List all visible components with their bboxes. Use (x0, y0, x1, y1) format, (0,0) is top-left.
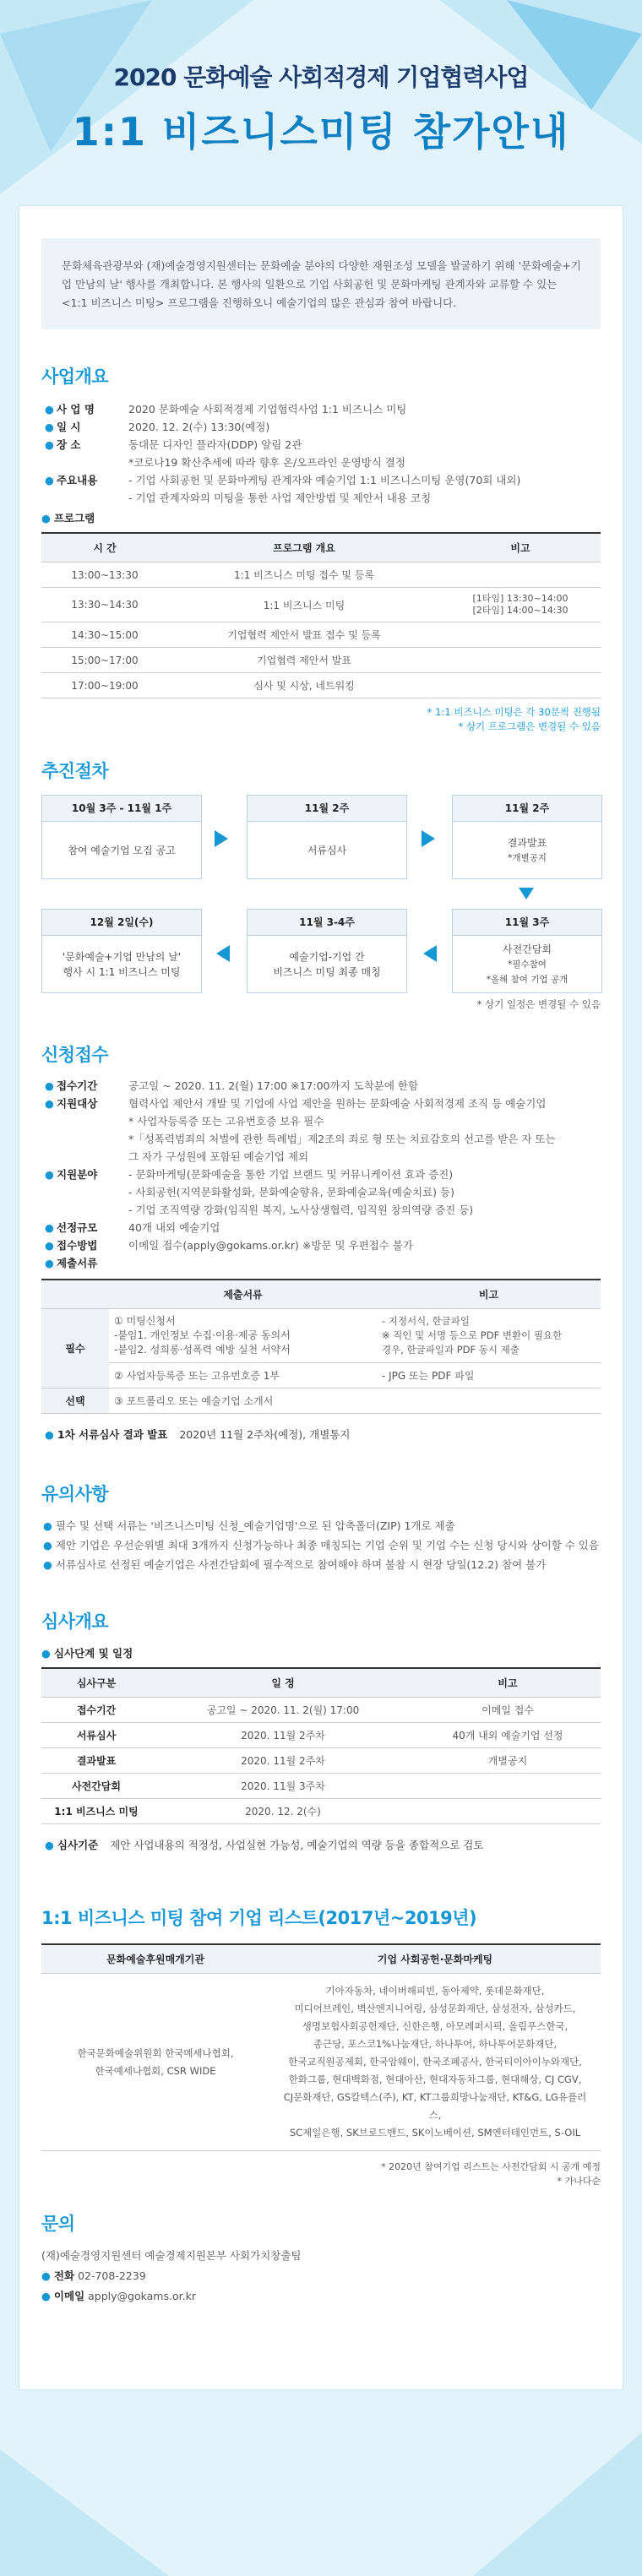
overview-row (45, 454, 601, 471)
docs-optional-label: 선택 (41, 1389, 109, 1414)
program-row (41, 673, 601, 698)
companies-table (41, 1943, 601, 2151)
companies-right-line: 종근당, 포스코1%나눔재단, 하나투어, 하나투어문화재단, (313, 2038, 558, 2050)
caution-item-text: 필수 및 선택 서류는 '비즈니스미팅 신청_예술기업명'으로 된 압축폴더(ZIP) 1개로 제출 (55, 1519, 455, 1532)
docs-required-1-note-line: - 지정서식, 한글파일 (382, 1315, 470, 1327)
overview-list (41, 400, 601, 507)
section-title-overview: 사업개요 (41, 367, 109, 387)
apply-key: 접수방법 (57, 1239, 98, 1252)
process-step-line: 사전간담회 (503, 943, 552, 955)
contact-email: ● 이메일 apply@gokams.or.kr (41, 2290, 196, 2302)
companies-col-left: 문화예술후원매개기관 (41, 1944, 269, 1974)
header-title: 1:1 비즈니스미팅 참가안내 (72, 109, 570, 155)
documents-table (41, 1279, 601, 1414)
overview-value: 2020 문화예술 사회적경제 기업협력사업 1:1 비즈니스 미팅 (128, 403, 407, 416)
process-step-6-body (41, 936, 202, 993)
apply-row (45, 1183, 601, 1201)
apply-key (57, 1148, 128, 1166)
apply-result-value: 2020년 11월 2주차(예정), 개별통지 (179, 1428, 351, 1441)
companies-col-right: 기업 사회공헌·문화마케팅 (269, 1944, 601, 1974)
overview-note (41, 705, 601, 734)
contact-email-label: 이메일 (53, 2290, 85, 2302)
overview-key: 주요내용 (57, 474, 98, 486)
overview-bullet-icon: ● (45, 403, 54, 416)
review-cell: 이메일 접수 (415, 1698, 601, 1723)
apply-value: 협력사업 제안서 개발 및 기업에 사업 제안을 원하는 문화예술 사회적경제 조직 등 예술기업 (128, 1097, 547, 1110)
review-sub-text: 심사단계 및 일정 (53, 1647, 133, 1660)
apply-key (57, 1112, 128, 1130)
arrow-right-icon (215, 830, 228, 847)
caution-item: ● 서류심사로 선정된 예술기업은 사전간담회에 필수적으로 참여해야 하며 불참 시 현장 당일(12.2) 참여 불가 (43, 1558, 547, 1571)
overview-key (57, 489, 128, 507)
apply-bullet-icon (45, 1148, 53, 1166)
review-cell: 2020. 12. 2(수) (151, 1799, 415, 1824)
process-step-line: *필수참여 (508, 959, 547, 970)
program-cell: 1:1 비즈니스 미팅 접수 및 등록 (168, 562, 440, 588)
companies-right-line: 한국교직원공제회, 한국암웨이, 한국조폐공사, 한국티이아이누와재단, (288, 2056, 582, 2068)
apply-value: - 문화마케팅(문화예술을 통한 기업 브랜드 및 커뮤니케이션 효과 증진) (128, 1168, 454, 1181)
program-col-time: 시 간 (41, 533, 168, 562)
companies-right-line: 미디어브레인, 벽산엔지니어링, 삼성문화재단, 삼성전자, 삼성카드, (294, 2003, 576, 2014)
overview-key: 일 시 (57, 421, 81, 433)
contact-info (41, 2246, 601, 2307)
process-step-line: '문화예술+기업 만남의 날' (62, 950, 182, 963)
process-step-2 (247, 795, 407, 879)
docs-required-1-note-line: ※ 직인 및 서명 등으로 PDF 변환이 필요한 (382, 1329, 563, 1341)
apply-bullet-icon: ● (45, 1168, 54, 1181)
apply-row (45, 1236, 601, 1254)
caution-list (41, 1516, 601, 1574)
review-cell: 개별공지 (415, 1748, 601, 1774)
arrow-left-icon (423, 945, 437, 962)
apply-value: 40개 내외 예술기업 (128, 1221, 220, 1234)
review-cell: 결과발표 (41, 1748, 151, 1774)
apply-row (45, 1112, 601, 1130)
overview-bullet-icon (45, 489, 53, 507)
companies-notes (41, 2160, 601, 2188)
review-sub-label: ● 심사단계 및 일정 (41, 1647, 133, 1660)
process-step-line: 비즈니스 미팅 최종 매칭 (273, 965, 381, 978)
apply-row (45, 1254, 601, 1272)
apply-row (45, 1219, 601, 1236)
docs-col-docs: 제출서류 (109, 1280, 377, 1309)
docs-col-note: 비고 (377, 1280, 601, 1309)
process-step-2-body (247, 822, 407, 879)
review-row (41, 1698, 601, 1723)
process-step-line: *올해 참여 기업 공개 (486, 974, 569, 985)
companies-right-line: SC제일은행, SK브로드밴드, SK이노베이션, SM엔터테인먼트, S-OIL (289, 2127, 581, 2139)
process-note: * 상기 일정은 변경될 수 있음 (476, 998, 601, 1010)
review-cell: 2020. 11월 2주차 (151, 1723, 415, 1748)
program-cell: 13:00~13:30 (41, 562, 168, 588)
apply-row (45, 1095, 601, 1112)
apply-list (41, 1077, 601, 1272)
contact-org: (재)예술경영지원센터 예술경제지원본부 사회가치창출팀 (41, 2249, 302, 2262)
companies-right-line: 한화그룹, 현대백화점, 현대아산, 현대자동차그룹, 현대해상, CJ CGV, (288, 2073, 582, 2085)
process-step-line: 예술기업-기업 간 (289, 950, 365, 963)
review-criteria-value: 제안 사업내용의 적정성, 사업실현 가능성, 예술기업의 역량 등을 종합적으로 검토 (110, 1839, 484, 1851)
overview-bullet-icon (45, 454, 53, 471)
program-cell: 14:30~15:00 (41, 622, 168, 648)
apply-key: 지원분야 (57, 1168, 98, 1181)
overview-row (45, 471, 601, 489)
apply-bullet-icon: ● (45, 1257, 54, 1269)
overview-value: - 기업 관계자와의 미팅을 통한 사업 제안방법 및 제안서 내용 코칭 (128, 492, 432, 504)
overview-note-2: * 상기 프로그램은 변경될 수 있음 (458, 720, 601, 732)
caution-item-text: 제안 기업은 우선순위별 최대 3개까지 신청가능하나 최종 매칭되는 기업 순위 및 기업 수는 신청 당시와 상이할 수 있음 (55, 1539, 599, 1552)
program-cell: 15:00~17:00 (41, 648, 168, 673)
contact-phone: ● 전화 02-708-2239 (41, 2269, 146, 2282)
process-step-3-body (452, 822, 602, 879)
docs-required-label: 필수 (41, 1309, 109, 1389)
apply-key (57, 1201, 128, 1219)
apply-value: - 기업 조직역량 강화(임직원 복지, 노사상생협력, 임직원 창의역량 증진 등) (128, 1204, 474, 1216)
apply-key (57, 1183, 128, 1201)
program-row (41, 588, 601, 622)
section-title-process: 추진절차 (41, 761, 109, 781)
section-title-caution: 유의사항 (41, 1484, 109, 1504)
program-cell: [1타임] 13:30~14:00 [2타임] 14:00~14:30 (440, 588, 601, 622)
overview-bullet-icon: ● (45, 474, 54, 486)
program-cell: 기업협력 제안서 발표 접수 및 등록 (168, 622, 440, 648)
overview-value: 2020. 12. 2(수) 13:30(예정) (128, 421, 270, 433)
apply-bullet-icon: ● (45, 1221, 54, 1234)
program-cell: 17:00~19:00 (41, 673, 168, 698)
review-table (41, 1667, 601, 1824)
apply-key: 제출서류 (57, 1257, 98, 1269)
apply-bullet-icon (45, 1201, 53, 1219)
companies-right-line: 생명보험사회공헌재단, 신한은행, 아모레퍼시픽, 올림푸스한국, (302, 2020, 569, 2032)
program-label: ● 프로그램 (41, 512, 95, 524)
review-col-stage: 심사구분 (41, 1668, 151, 1698)
process-step-4 (452, 909, 602, 993)
caution-item-text: 서류심사로 선정된 예술기업은 사전간담회에 필수적으로 참여해야 하며 불참 시 현장 당일(12.2) 참여 불가 (55, 1558, 547, 1571)
process-step-1-date: 10월 3주 - 11월 1주 (41, 795, 202, 822)
overview-value: 동대문 디자인 플라자(DDP) 알림 2관 (128, 438, 302, 451)
process-step-line: 참여 예술기업 모집 공고 (68, 844, 176, 856)
review-row (41, 1723, 601, 1748)
apply-row (45, 1148, 601, 1166)
docs-optional-1: ③ 포트폴리오 또는 예술기업 소개서 (109, 1389, 377, 1414)
process-step-5 (247, 909, 407, 993)
intro-text: 문화체육관광부와 (재)예술경영지원센터는 문화예술 분야의 다양한 재원조성 모델을 발굴하기 위해 '문화예술+기업 만남의 날' 행사를 개최합니다. 본 행사의 일환으로 기업 사회공헌 및 문화마케팅 관계자와 교류할 수 있는 <1:1 비즈니스 미팅> 프로그램을 진행하오니 예술기업의 많은 관심과 참여 바랍니다. (41, 238, 601, 329)
docs-required-1-line: -붙임2. 성희롱·성폭력 예방 실천 서약서 (114, 1344, 291, 1356)
review-cell: 서류심사 (41, 1723, 151, 1748)
companies-note-2: * 가나다순 (557, 2176, 601, 2187)
companies-left-line: 한국문화예술위원회 한국메세나협회, (77, 2046, 234, 2059)
program-cell: 심사 및 시상, 네트워킹 (168, 673, 440, 698)
docs-required-1 (109, 1309, 377, 1363)
overview-row (45, 489, 601, 507)
process-step-1 (41, 795, 202, 879)
review-criteria-label: 심사기준 (57, 1839, 99, 1851)
program-row (41, 648, 601, 673)
caution-item: ● 제안 기업은 우선순위별 최대 3개까지 신청가능하나 최종 매칭되는 기업 순위 및 기업 수는 신청 당시와 상이할 수 있음 (43, 1539, 599, 1552)
apply-key: 접수기간 (57, 1079, 98, 1092)
review-row (41, 1748, 601, 1774)
apply-value: 이메일 접수(apply@gokams.or.kr) ※방문 및 우편접수 불가 (128, 1239, 413, 1252)
companies-note-1: * 2020년 참여기업 리스트는 사전간담회 시 공개 예정 (381, 2161, 601, 2172)
apply-bullet-icon: ● (45, 1239, 54, 1252)
section-title-apply: 신청접수 (41, 1045, 109, 1065)
process-step-5-body (247, 936, 407, 993)
process-step-6 (41, 909, 202, 993)
overview-row (45, 418, 601, 436)
process-step-line: 서류심사 (307, 844, 347, 856)
review-cell: 2020. 11월 2주차 (151, 1748, 415, 1774)
apply-value (128, 1254, 601, 1272)
program-label-text: 프로그램 (53, 512, 95, 524)
review-cell: 사전간담회 (41, 1774, 151, 1799)
review-cell: 2020. 11월 3주차 (151, 1774, 415, 1799)
review-col-date: 일 정 (151, 1668, 415, 1698)
docs-optional-note (377, 1389, 601, 1414)
apply-bullet-icon (45, 1183, 53, 1201)
overview-key (57, 454, 128, 471)
apply-row (45, 1166, 601, 1183)
process-step-3-date: 11월 2주 (452, 795, 602, 822)
review-cell: 공고일 ~ 2020. 11. 2(월) 17:00 (151, 1698, 415, 1723)
program-cell: 1:1 비즈니스 미팅 (168, 588, 440, 622)
program-row (41, 622, 601, 648)
overview-bullet-icon: ● (45, 438, 54, 451)
process-flow (41, 795, 601, 1006)
process-step-2-date: 11월 2주 (247, 795, 407, 822)
overview-value: - 기업 사회공헌 및 문화마케팅 관계자와 예술기업 1:1 비즈니스미팅 운영(70회 내외) (128, 474, 521, 486)
section-title-contact: 문의 (41, 2214, 75, 2234)
apply-result: ● 1차 서류심사 결과 발표 2020년 11월 2주차(예정), 개별통지 (45, 1426, 601, 1443)
apply-key (57, 1130, 128, 1148)
section-title-companies: 1:1 비즈니스 미팅 참여 기업 리스트(2017년~2019년) (41, 1908, 477, 1928)
process-step-5-date: 11월 3-4주 (247, 909, 407, 936)
program-col-note: 비고 (440, 533, 601, 562)
overview-bullet-icon: ● (45, 421, 54, 433)
overview-value: *코로나19 확산추세에 따라 향후 온/오프라인 운영방식 결정 (128, 456, 405, 469)
page-header (0, 59, 642, 157)
process-step-6-date: 12월 2일(수) (41, 909, 202, 936)
review-cell (415, 1799, 601, 1824)
companies-right-cell (269, 1974, 601, 2151)
docs-required-2: ② 사업자등록증 또는 고유번호증 1부 (109, 1363, 377, 1389)
program-cell (440, 622, 601, 648)
program-cell: 기업협력 제안서 발표 (168, 648, 440, 673)
apply-value: - 사회공헌(지역문화활성화, 문화예술향유, 문화예술교육(예술치료) 등) (128, 1186, 454, 1198)
companies-right-line: 기아자동차, 네이버해피빈, 동아제약, 롯데문화재단, (325, 1985, 545, 1997)
program-col-desc: 프로그램 개요 (168, 533, 440, 562)
companies-left-cell (41, 1974, 269, 2151)
process-step-line: 결과발표 (507, 836, 547, 849)
apply-bullet-icon (45, 1130, 53, 1148)
companies-left-line: 한국예세나협회, CSR WIDE (95, 2064, 216, 2077)
program-row (41, 562, 601, 588)
review-row (41, 1799, 601, 1824)
review-cell (415, 1774, 601, 1799)
process-step-4-date: 11월 3주 (452, 909, 602, 936)
program-cell: 13:30~14:30 (41, 588, 168, 622)
docs-required-1-note-line: 경우, 한글파일과 PDF 동시 제출 (382, 1344, 520, 1356)
docs-required-1-line: -붙임1. 개인정보 수집·이용·제공 동의서 (114, 1329, 291, 1341)
review-cell: 1:1 비즈니스 미팅 (41, 1799, 151, 1824)
program-cell (440, 562, 601, 588)
docs-required-1-note (377, 1309, 601, 1363)
process-step-3 (452, 795, 602, 879)
docs-required-1-line: ① 미팅신청서 (114, 1315, 176, 1327)
companies-right-line: CJ문화재단, GS칼텍스(주), KT, KT그룹희망나눔재단, KT&G, LG유플러스, (283, 2091, 587, 2121)
process-step-line: *개별공지 (508, 852, 547, 863)
apply-row (45, 1130, 601, 1148)
apply-row (45, 1077, 601, 1095)
apply-value: * 사업자등록증 또는 고유번호증 보유 필수 (128, 1115, 324, 1128)
process-step-1-body (41, 822, 202, 879)
overview-row (45, 436, 601, 454)
review-cell: 접수기간 (41, 1698, 151, 1723)
review-cell: 40개 내외 예술기업 선정 (415, 1723, 601, 1748)
apply-value: 공고일 ~ 2020. 11. 2(월) 17:00 ※17:00까지 도착분에 한함 (128, 1079, 419, 1092)
apply-bullet-icon (45, 1112, 53, 1130)
contact-phone-value: 02-708-2239 (78, 2269, 146, 2282)
overview-note-1: * 1:1 비즈니스 미팅은 각 30분씩 진행됨 (427, 706, 601, 718)
apply-result-label: 1차 서류심사 결과 발표 (57, 1428, 168, 1441)
process-step-4-body (452, 936, 602, 993)
contact-phone-label: 전화 (53, 2269, 75, 2282)
caution-item: ● 필수 및 선택 서류는 '비즈니스미팅 신청_예술기업명'으로 된 압축폴더(ZIP) 1개로 제출 (43, 1519, 455, 1532)
docs-col-empty (41, 1280, 109, 1309)
section-title-review: 심사개요 (41, 1611, 109, 1632)
docs-required-2-note: - JPG 또는 PDF 파일 (377, 1363, 601, 1389)
program-table (41, 532, 601, 698)
content-card (19, 205, 623, 2390)
program-cell (440, 648, 601, 673)
apply-bullet-icon: ● (45, 1097, 54, 1110)
overview-key: 사 업 명 (57, 403, 95, 416)
arrow-left-icon (216, 945, 230, 962)
arrow-down-icon (519, 888, 534, 899)
contact-email-link[interactable]: apply@gokams.or.kr (88, 2290, 196, 2302)
apply-key: 선정규모 (57, 1221, 98, 1234)
apply-value: *「성폭력범죄의 처벌에 관한 특례법」제2조의 죄로 형 또는 치료감호의 선고를 받은 자 또는 (128, 1133, 556, 1145)
program-cell (440, 673, 601, 698)
header-subtitle: 2020 문화예술 사회적경제 기업협력사업 (113, 63, 529, 91)
review-row (41, 1774, 601, 1799)
apply-row (45, 1201, 601, 1219)
apply-key: 지원대상 (57, 1097, 98, 1110)
review-col-note: 비고 (415, 1668, 601, 1698)
apply-bullet-icon: ● (45, 1079, 54, 1092)
process-step-line: 행사 시 1:1 비즈니스 미팅 (63, 965, 181, 978)
overview-row (45, 400, 601, 418)
arrow-right-icon (422, 830, 435, 847)
apply-value: 그 자가 구성원에 포함된 예술기업 제외 (128, 1150, 309, 1163)
overview-key: 장 소 (57, 438, 81, 451)
review-criteria: ● 심사기준 제안 사업내용의 적정성, 사업실현 가능성, 예술기업의 역량 등을 종합적으로 검토 (45, 1836, 601, 1854)
